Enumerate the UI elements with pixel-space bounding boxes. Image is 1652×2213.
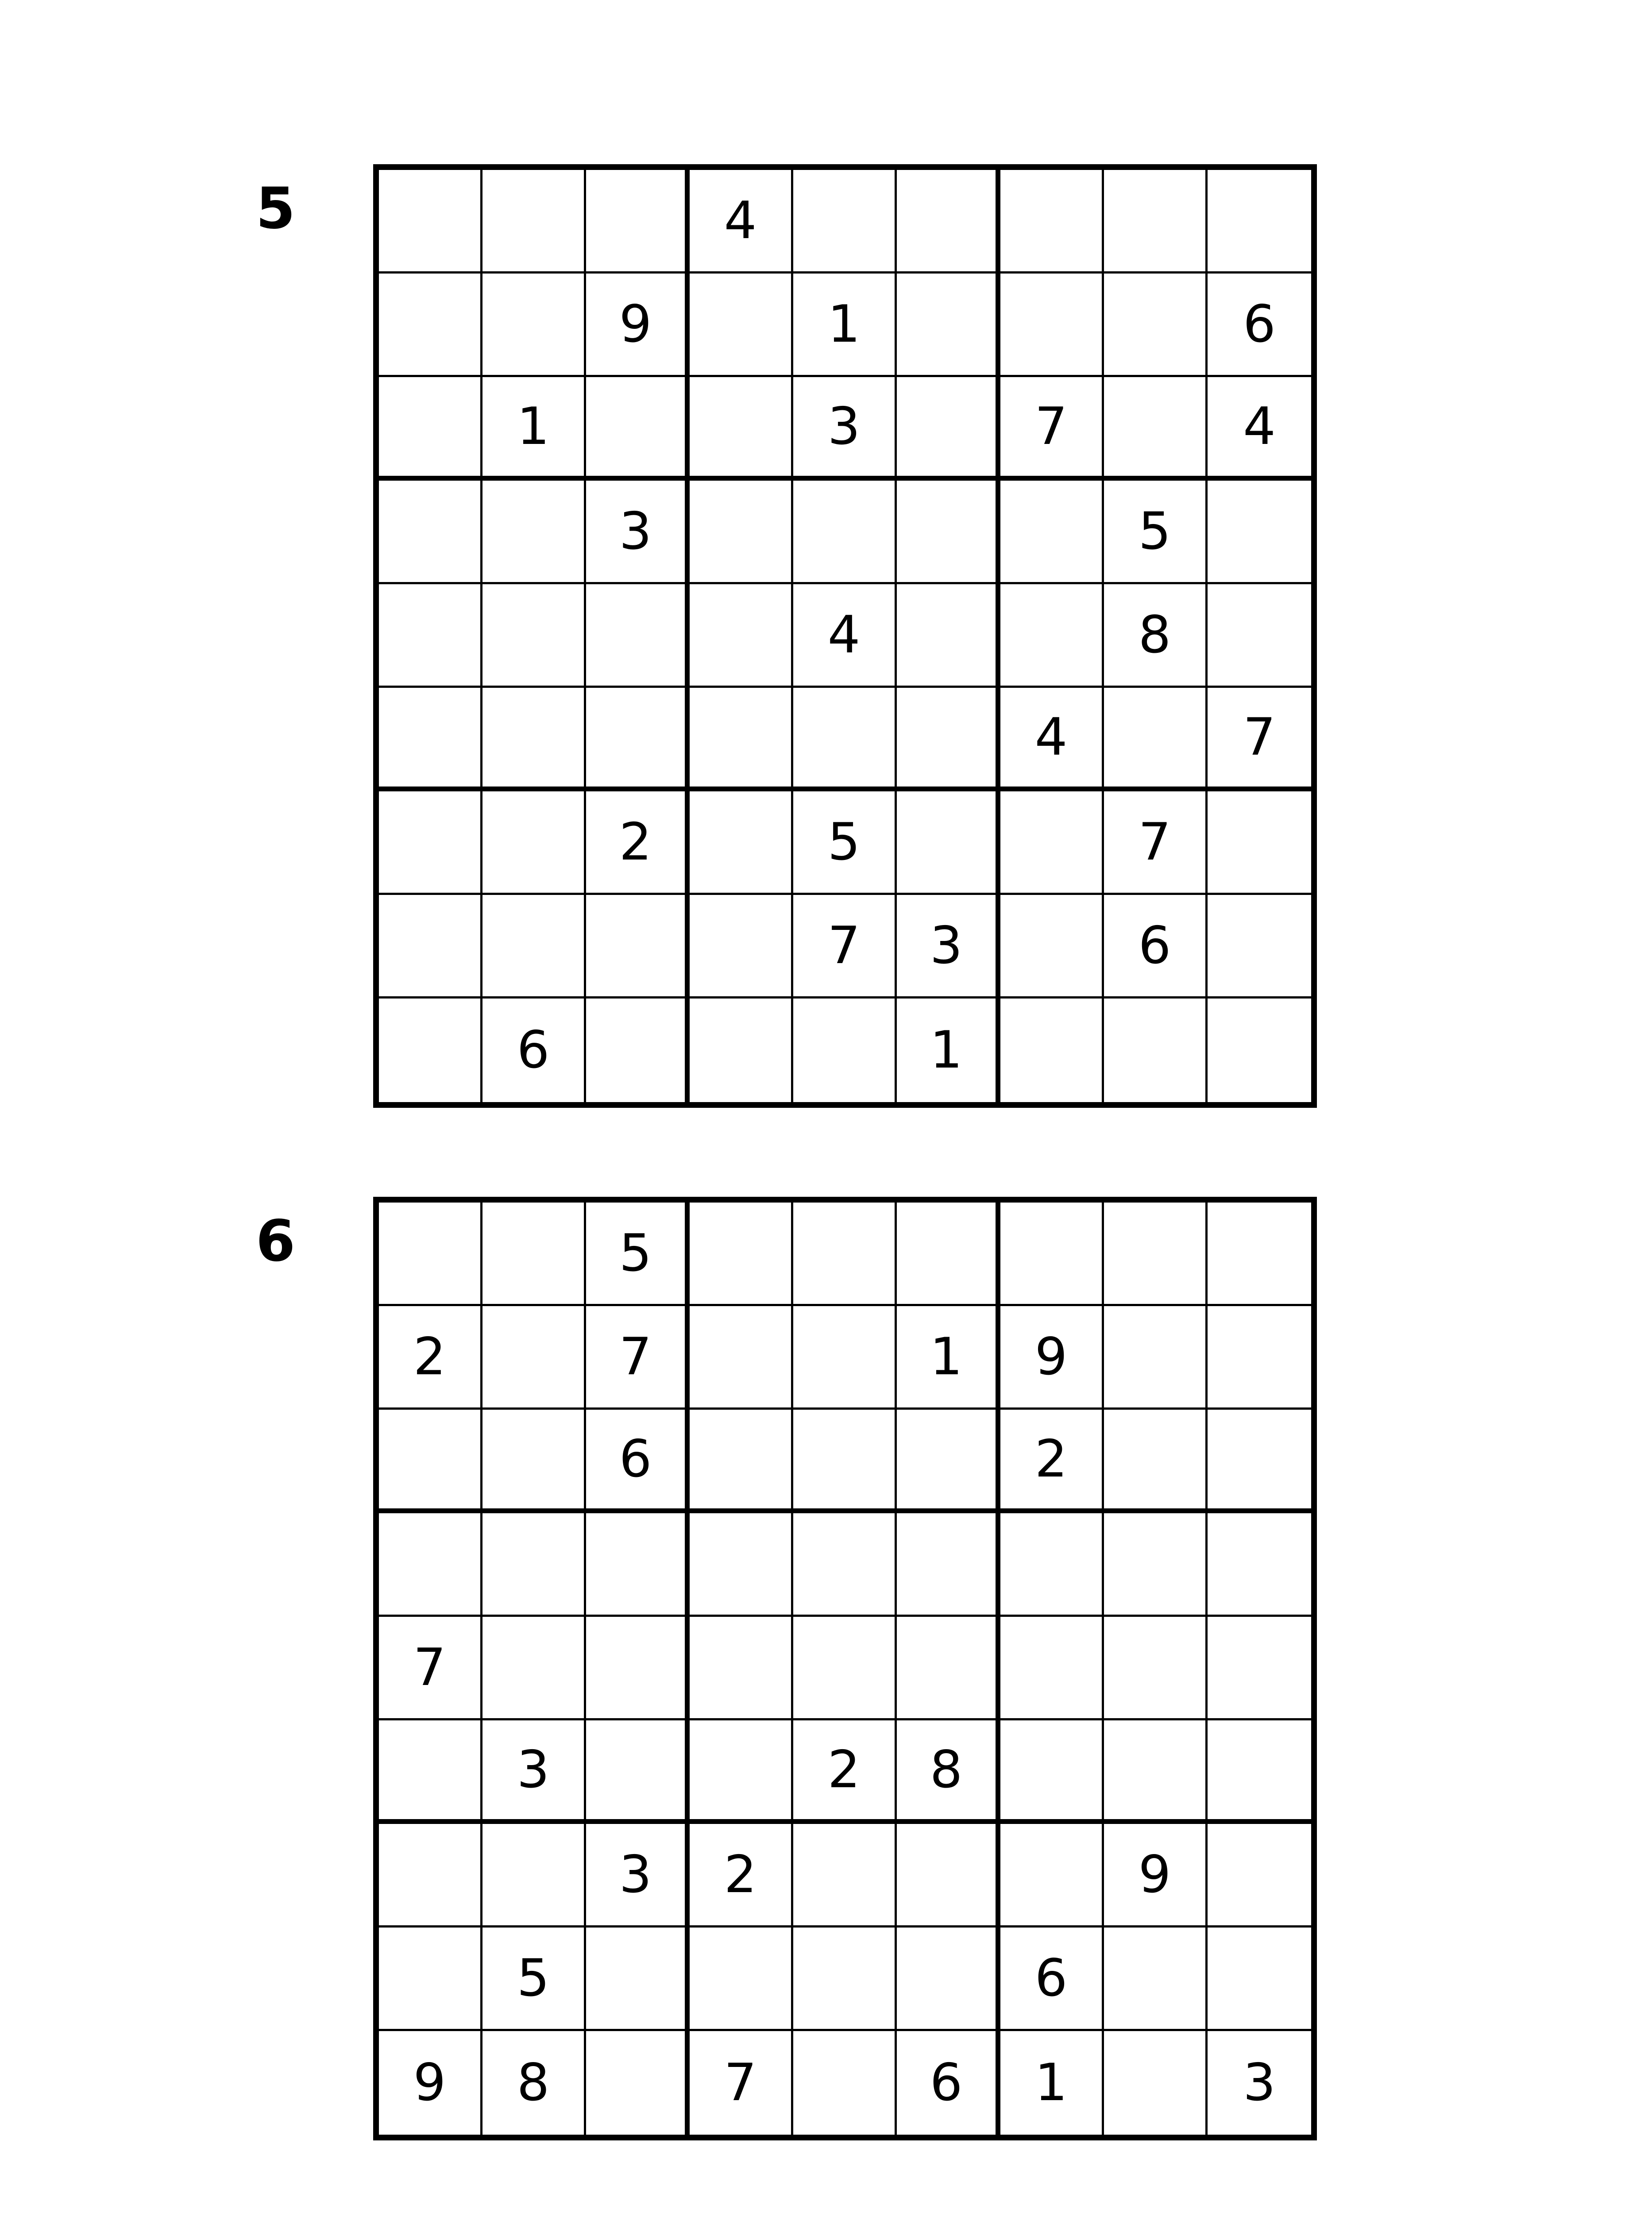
- sudoku-cell[interactable]: [482, 895, 586, 999]
- sudoku-cell[interactable]: [897, 1513, 1000, 1617]
- sudoku-cell[interactable]: 8: [897, 1720, 1000, 1824]
- sudoku-cell[interactable]: [690, 688, 793, 791]
- sudoku-cell[interactable]: [1104, 1410, 1208, 1513]
- sudoku-cell[interactable]: [1104, 170, 1208, 274]
- sudoku-cell[interactable]: [690, 1306, 793, 1410]
- puzzle-5-number: 5: [256, 176, 296, 242]
- sudoku-cell[interactable]: [1208, 1824, 1311, 1928]
- sudoku-cell[interactable]: [586, 170, 690, 274]
- sudoku-cell[interactable]: 3: [897, 895, 1000, 999]
- sudoku-cell[interactable]: [1208, 1617, 1311, 1720]
- sudoku-cell[interactable]: [1000, 1513, 1104, 1617]
- sudoku-cell[interactable]: [482, 584, 586, 688]
- sudoku-cell[interactable]: 7: [1104, 791, 1208, 895]
- sudoku-cell[interactable]: 5: [1104, 481, 1208, 584]
- sudoku-cell[interactable]: [1000, 1617, 1104, 1720]
- sudoku-cell[interactable]: [1208, 170, 1311, 274]
- sudoku-cell[interactable]: [1104, 1720, 1208, 1824]
- sudoku-cell[interactable]: [793, 1203, 897, 1306]
- sudoku-cell[interactable]: [482, 1410, 586, 1513]
- sudoku-cell[interactable]: [379, 791, 482, 895]
- sudoku-cell[interactable]: [482, 1513, 586, 1617]
- sudoku-cell[interactable]: [690, 377, 793, 481]
- sudoku-cell[interactable]: [586, 584, 690, 688]
- sudoku-cell[interactable]: [690, 1513, 793, 1617]
- sudoku-cell[interactable]: [690, 791, 793, 895]
- sudoku-cell[interactable]: 3: [1243, 2053, 1276, 2113]
- sudoku-cell[interactable]: 7: [1000, 377, 1104, 481]
- sudoku-cell[interactable]: [1208, 1928, 1311, 2031]
- sudoku-cell[interactable]: [793, 1306, 897, 1410]
- sudoku-cell[interactable]: [690, 1617, 793, 1720]
- sudoku-cell[interactable]: [1208, 584, 1311, 688]
- sudoku-cell[interactable]: [379, 584, 482, 688]
- sudoku-cell[interactable]: [1208, 481, 1311, 584]
- sudoku-cell[interactable]: [690, 1203, 793, 1306]
- sudoku-cell[interactable]: [1000, 1824, 1104, 1928]
- sudoku-cell[interactable]: [1208, 791, 1311, 895]
- sudoku-cell[interactable]: 9: [1000, 1306, 1104, 1410]
- sudoku-cell[interactable]: [482, 791, 586, 895]
- sudoku-cell[interactable]: [1104, 1617, 1208, 1720]
- sudoku-cell[interactable]: 2: [690, 1824, 793, 1928]
- sudoku-cell[interactable]: [897, 1203, 1000, 1306]
- sudoku-cell[interactable]: 7: [1208, 688, 1311, 791]
- sudoku-cell[interactable]: 4: [1000, 688, 1104, 791]
- sudoku-cell[interactable]: [897, 481, 1000, 584]
- sudoku-cell[interactable]: [690, 1410, 793, 1513]
- sudoku-cell[interactable]: [1000, 170, 1104, 274]
- sudoku-cell[interactable]: [586, 1617, 690, 1720]
- sudoku-cell[interactable]: [793, 688, 897, 791]
- sudoku-cell[interactable]: [379, 688, 482, 791]
- sudoku-cell[interactable]: [379, 1203, 482, 1306]
- sudoku-cell[interactable]: [586, 2031, 690, 2135]
- sudoku-cell[interactable]: [897, 1928, 1000, 2031]
- sudoku-cell[interactable]: 3: [586, 481, 690, 584]
- sudoku-cell[interactable]: [1104, 1513, 1208, 1617]
- sudoku-cell[interactable]: [1208, 1410, 1311, 1513]
- sudoku-cell[interactable]: 4: [690, 170, 793, 274]
- sudoku-cell[interactable]: [690, 584, 793, 688]
- sudoku-cell[interactable]: 9: [586, 274, 690, 377]
- sudoku-cell[interactable]: [897, 688, 1000, 791]
- sudoku-cell[interactable]: 1: [897, 1306, 1000, 1410]
- sudoku-cell[interactable]: [1208, 1720, 1311, 1824]
- sudoku-cell[interactable]: 9: [379, 2031, 482, 2135]
- sudoku-cell[interactable]: [793, 481, 897, 584]
- sudoku-cell[interactable]: [482, 1203, 586, 1306]
- sudoku-cell[interactable]: [1208, 895, 1311, 999]
- sudoku-cell[interactable]: [586, 688, 690, 791]
- sudoku-cell[interactable]: [379, 895, 482, 999]
- sudoku-cell[interactable]: [482, 688, 586, 791]
- sudoku-cell[interactable]: [1000, 1720, 1104, 1824]
- sudoku-cell[interactable]: 7: [586, 1306, 690, 1410]
- sudoku-cell[interactable]: [379, 1824, 482, 1928]
- sudoku-cell[interactable]: 2: [379, 1306, 482, 1410]
- sudoku-cell[interactable]: [793, 1824, 897, 1928]
- sudoku-cell[interactable]: 7: [379, 1617, 482, 1720]
- sudoku-cell[interactable]: [482, 170, 586, 274]
- sudoku-cell[interactable]: [1104, 1928, 1208, 2031]
- sudoku-cell[interactable]: [1104, 999, 1208, 1102]
- sudoku-cell[interactable]: [690, 481, 793, 584]
- sudoku-cell[interactable]: [1000, 481, 1104, 584]
- sudoku-cell[interactable]: 7: [690, 2031, 793, 2135]
- sudoku-cell[interactable]: 5: [482, 1928, 586, 2031]
- sudoku-cell[interactable]: [586, 1720, 690, 1824]
- sudoku-cell[interactable]: 3: [482, 1720, 586, 1824]
- sudoku-cell[interactable]: [1104, 274, 1208, 377]
- sudoku-cell[interactable]: [586, 999, 690, 1102]
- sudoku-cell[interactable]: [379, 274, 482, 377]
- sudoku-cell[interactable]: 8: [482, 2031, 586, 2135]
- sudoku-cell[interactable]: 6: [586, 1410, 690, 1513]
- sudoku-cell[interactable]: [897, 1824, 1000, 1928]
- sudoku-cell[interactable]: 5: [793, 791, 897, 895]
- sudoku-cell[interactable]: [379, 999, 482, 1102]
- sudoku-cell[interactable]: 3: [586, 1824, 690, 1928]
- sudoku-cell[interactable]: [379, 1410, 482, 1513]
- sudoku-cell[interactable]: [897, 170, 1000, 274]
- sudoku-cell[interactable]: [897, 1617, 1000, 1720]
- sudoku-cell[interactable]: 6: [1000, 1928, 1104, 2031]
- sudoku-cell[interactable]: [1104, 377, 1208, 481]
- sudoku-cell[interactable]: [482, 481, 586, 584]
- sudoku-cell[interactable]: [793, 1928, 897, 2031]
- sudoku-cell[interactable]: [793, 999, 897, 1102]
- sudoku-cell[interactable]: [897, 791, 1000, 895]
- sudoku-cell[interactable]: 8: [1104, 584, 1208, 688]
- sudoku-cell[interactable]: 3: [793, 377, 897, 481]
- sudoku-cell[interactable]: 6: [482, 999, 586, 1102]
- sudoku-cell[interactable]: [793, 170, 897, 274]
- sudoku-cell[interactable]: 6: [1208, 274, 1311, 377]
- sudoku-cell[interactable]: [1104, 1306, 1208, 1410]
- sudoku-cell[interactable]: 4: [1208, 377, 1311, 481]
- sudoku-cell[interactable]: [379, 170, 482, 274]
- sudoku-cell[interactable]: [1000, 584, 1104, 688]
- sudoku-cell[interactable]: [379, 1720, 482, 1824]
- sudoku-cell[interactable]: [1000, 895, 1104, 999]
- sudoku-cell[interactable]: 1: [482, 377, 586, 481]
- sudoku-cell[interactable]: [793, 1513, 897, 1617]
- sudoku-cell[interactable]: [1208, 999, 1311, 1102]
- sudoku-cell[interactable]: 9: [1104, 1824, 1208, 1928]
- sudoku-cell[interactable]: [379, 1513, 482, 1617]
- sudoku-cell[interactable]: [1000, 999, 1104, 1102]
- sudoku-cell[interactable]: 1: [897, 999, 1000, 1102]
- sudoku-cell[interactable]: [690, 895, 793, 999]
- sudoku-cell[interactable]: 7: [793, 895, 897, 999]
- puzzle-6-number: 6: [256, 1208, 296, 1274]
- sudoku-cell[interactable]: [1208, 1306, 1311, 1410]
- sudoku-cell[interactable]: [1104, 688, 1208, 791]
- sudoku-cell[interactable]: [1000, 274, 1104, 377]
- sudoku-cell[interactable]: 1: [1000, 2031, 1104, 2135]
- sudoku-cell[interactable]: [897, 584, 1000, 688]
- sudoku-cell[interactable]: [379, 377, 482, 481]
- sudoku-cell[interactable]: [482, 1617, 586, 1720]
- sudoku-cell[interactable]: [379, 481, 482, 584]
- sudoku-cell[interactable]: [1000, 1203, 1104, 1306]
- sudoku-cell[interactable]: [690, 1720, 793, 1824]
- sudoku-cell[interactable]: [690, 999, 793, 1102]
- sudoku-cell[interactable]: 1: [793, 274, 897, 377]
- sudoku-cell[interactable]: [690, 1928, 793, 2031]
- sudoku-cell[interactable]: [586, 1928, 690, 2031]
- sudoku-cell[interactable]: [482, 1306, 586, 1410]
- sudoku-cell[interactable]: [586, 377, 690, 481]
- sudoku-cell[interactable]: [482, 274, 586, 377]
- sudoku-cell[interactable]: [1000, 791, 1104, 895]
- sudoku-cell[interactable]: 6: [897, 2031, 1000, 2135]
- sudoku-cell[interactable]: [586, 1513, 690, 1617]
- sudoku-cell[interactable]: [793, 2031, 897, 2135]
- sudoku-cell[interactable]: [897, 377, 1000, 481]
- sudoku-cell[interactable]: [1104, 2031, 1208, 2135]
- sudoku-cell[interactable]: [793, 1410, 897, 1513]
- sudoku-cell[interactable]: [1104, 1203, 1208, 1306]
- sudoku-cell[interactable]: [379, 1928, 482, 2031]
- sudoku-cell[interactable]: [1208, 1203, 1311, 1306]
- sudoku-grid-6: [373, 1197, 1317, 2140]
- sudoku-cell[interactable]: [793, 1617, 897, 1720]
- sudoku-cell[interactable]: 5: [586, 1203, 690, 1306]
- sudoku-cell[interactable]: 4: [793, 584, 897, 688]
- sudoku-cell[interactable]: [897, 274, 1000, 377]
- sudoku-cell[interactable]: [482, 1824, 586, 1928]
- sudoku-cell[interactable]: 2: [586, 791, 690, 895]
- sudoku-cell[interactable]: 2: [793, 1720, 897, 1824]
- sudoku-grid-5: [373, 164, 1317, 1108]
- sudoku-cell[interactable]: 2: [1000, 1410, 1104, 1513]
- sudoku-cell[interactable]: [690, 274, 793, 377]
- sudoku-cell[interactable]: [897, 1410, 1000, 1513]
- sudoku-cell[interactable]: 6: [1104, 895, 1208, 999]
- sudoku-cell[interactable]: [586, 895, 690, 999]
- sudoku-cell[interactable]: [1208, 1513, 1311, 1617]
